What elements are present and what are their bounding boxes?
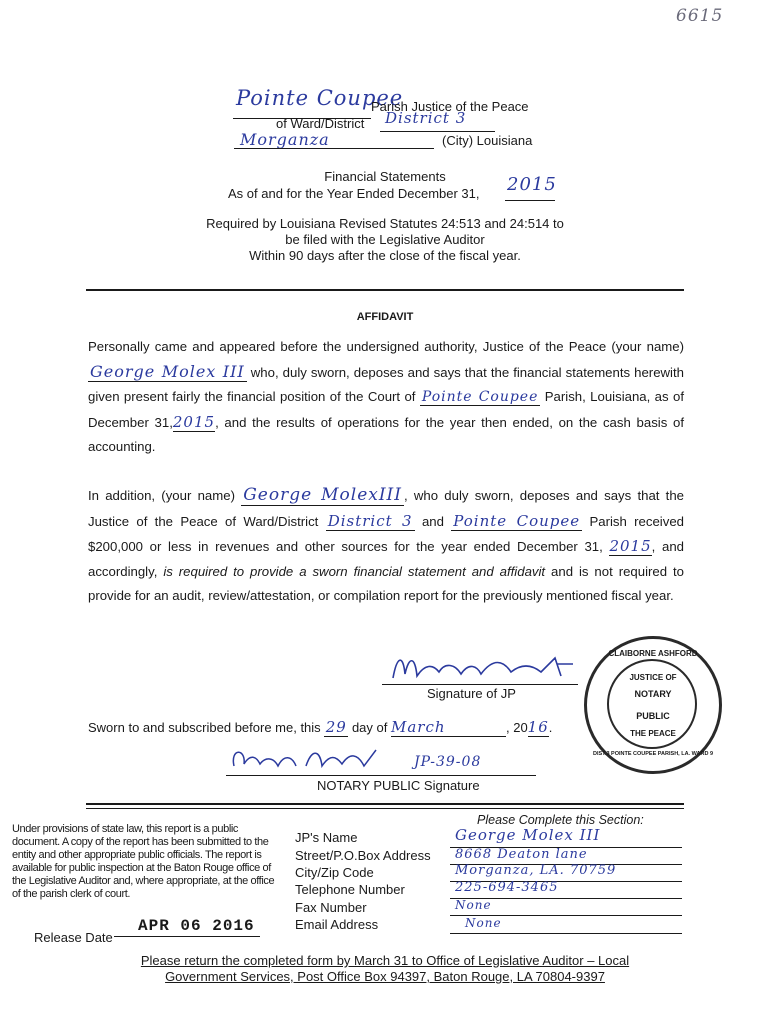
city-label: (City) Louisiana: [442, 133, 533, 148]
p2-text-b: , who duly sworn, deposes and says that the Justice of the Peace of Ward/District: [88, 488, 684, 529]
sworn-month-handwritten: March: [391, 718, 506, 737]
notary-signature-line: [226, 775, 536, 776]
p2-text-e: , and accordingly,: [88, 539, 684, 579]
p1-text-b: who, duly sworn, deposes and says that the financial statements herewith given present fairly the financial position of the Court of: [88, 364, 684, 404]
field-value-email: None: [465, 916, 502, 930]
field-value-jp-name: George Molex III: [455, 826, 601, 844]
sworn-text-c: , 20: [505, 720, 528, 735]
affidavit-paragraph-2: [88, 483, 684, 609]
jp-name-handwritten: George Molex III: [90, 361, 245, 381]
sworn-text: Sworn to and subscribed before me, this 29 day of March , 2016.: [88, 718, 553, 736]
parish-label: Parish Justice of the Peace: [371, 99, 529, 114]
p2-text-a: In addition, (your name): [88, 488, 235, 503]
p1-year-handwritten: 2015: [172, 412, 216, 431]
fs-year-handwritten: 2015: [507, 174, 557, 195]
parish-handwritten-2: Pointe Coupee: [453, 511, 581, 530]
field-label-jp-name: JP's Name: [295, 830, 358, 845]
court-parish-handwritten: Pointe Coupee: [421, 389, 539, 405]
ward-line: [380, 131, 495, 132]
req-line2: be filed with the Legislative Auditor: [285, 232, 485, 247]
parish-handwritten: Pointe Coupee: [236, 86, 404, 110]
field-label-city-zip: City/Zip Code: [295, 865, 374, 880]
seal-bottom-text: DIST.3 POINTE COUPEE PARISH, LA. WARD 9: [593, 751, 713, 757]
p2-text-d: Parish received $200,000 or less in revenues and other sources for the year ended December 31,: [88, 513, 685, 554]
notary-signature: [226, 744, 396, 774]
field-label-fax: Fax Number: [295, 900, 367, 915]
p2-italic-requirement: is required to provide a sworn financial statement and affidavit: [163, 563, 546, 579]
seal-line-3: PUBLIC: [636, 711, 670, 721]
sworn-year-handwritten: 16: [527, 718, 549, 736]
req-line3: Within 90 days after the close of the fiscal year.: [249, 248, 521, 263]
notary-seal: [584, 636, 722, 774]
bottom-rule-2: [86, 808, 684, 809]
top-rule: [86, 289, 684, 291]
jp-signature-line: [382, 684, 578, 685]
notary-signature-label: NOTARY PUBLIC Signature: [317, 778, 480, 793]
req-line1: Required by Louisiana Revised Statutes 24:513 and 24:514 to: [206, 216, 564, 231]
return-instructions-line1: Please return the completed form by March 31 to Office of Legislative Auditor – Local: [140, 953, 630, 968]
field-value-telephone: 225-694-3465: [455, 880, 559, 895]
release-date-line: [114, 936, 260, 937]
field-value-address: 8668 Deaton lane: [455, 847, 588, 862]
fs-title: Financial Statements: [324, 169, 446, 184]
field-value-city-zip: Morganza, LA. 70759: [455, 863, 617, 878]
sworn-text-b: day of: [351, 720, 388, 735]
affidavit-title: AFFIDAVIT: [356, 311, 414, 323]
seal-line-4: THE PEACE: [630, 729, 676, 738]
district-handwritten: District 3: [327, 511, 413, 530]
jp-name-handwritten-2: George MolexIII: [243, 485, 402, 505]
public-document-disclaimer: Under provisions of state law, this report is a public document. A copy of the report has been submitted to the entity and other appropriate public officials. The report is available for public inspection at the Baton Rouge office of the Legislative Auditor and, where appropriate, at the office of the parish clerk of court.: [12, 823, 275, 900]
fs-subtitle: As of and for the Year Ended December 31,: [228, 186, 480, 201]
bottom-rule: [86, 803, 684, 805]
city-line: [234, 148, 434, 149]
seal-line-2: NOTARY: [634, 689, 672, 699]
fs-year-line: [505, 200, 555, 201]
release-date-label: Release Date: [34, 930, 113, 945]
city-handwritten: Morganza: [240, 130, 330, 149]
release-date-stamp: APR 06 2016: [138, 917, 255, 935]
ward-handwritten: District 3: [385, 109, 467, 127]
field-line-email: [450, 933, 682, 934]
p2-text-c: and: [421, 513, 444, 529]
return-instructions-line2: Government Services, Post Office Box 94397, Baton Rouge, LA 70804-9397: [165, 969, 605, 984]
field-value-fax: None: [455, 898, 492, 912]
p1-text-c: Parish, Louisiana, as of December 31,: [88, 389, 684, 430]
p2-year-handwritten: 2015: [609, 537, 652, 555]
sworn-text-a: Sworn to and subscribed before me, this: [88, 720, 321, 735]
sworn-day-handwritten: 29: [325, 718, 347, 736]
ward-label: of Ward/District: [276, 116, 365, 131]
jp-signature-label: Signature of JP: [427, 686, 516, 701]
field-label-telephone: Telephone Number: [295, 882, 405, 897]
corner-number: 6615: [676, 6, 724, 26]
affidavit-paragraph-1: [88, 335, 684, 460]
p2-text-f: and is not required to provide for an audit, review/attestation, or compilation report for the previously mentioned fiscal year.: [88, 563, 685, 603]
p1-text-d: , and the results of operations for the year then ended, on the cash basis of accounting.: [88, 414, 685, 454]
jp-signature: [385, 650, 585, 686]
seal-line-1: JUSTICE OF: [629, 673, 677, 682]
seal-top-text: CLAIBORNE ASHFORD: [608, 649, 698, 658]
complete-section-label: Please Complete this Section:: [477, 813, 644, 827]
notary-id-handwritten: JP-39-08: [414, 754, 482, 770]
p1-text-a: Personally came and appeared before the undersigned authority, Justice of the Peace (your name): [88, 339, 684, 354]
field-label-address: Street/P.O.Box Address: [295, 848, 431, 863]
field-label-email: Email Address: [295, 917, 379, 932]
